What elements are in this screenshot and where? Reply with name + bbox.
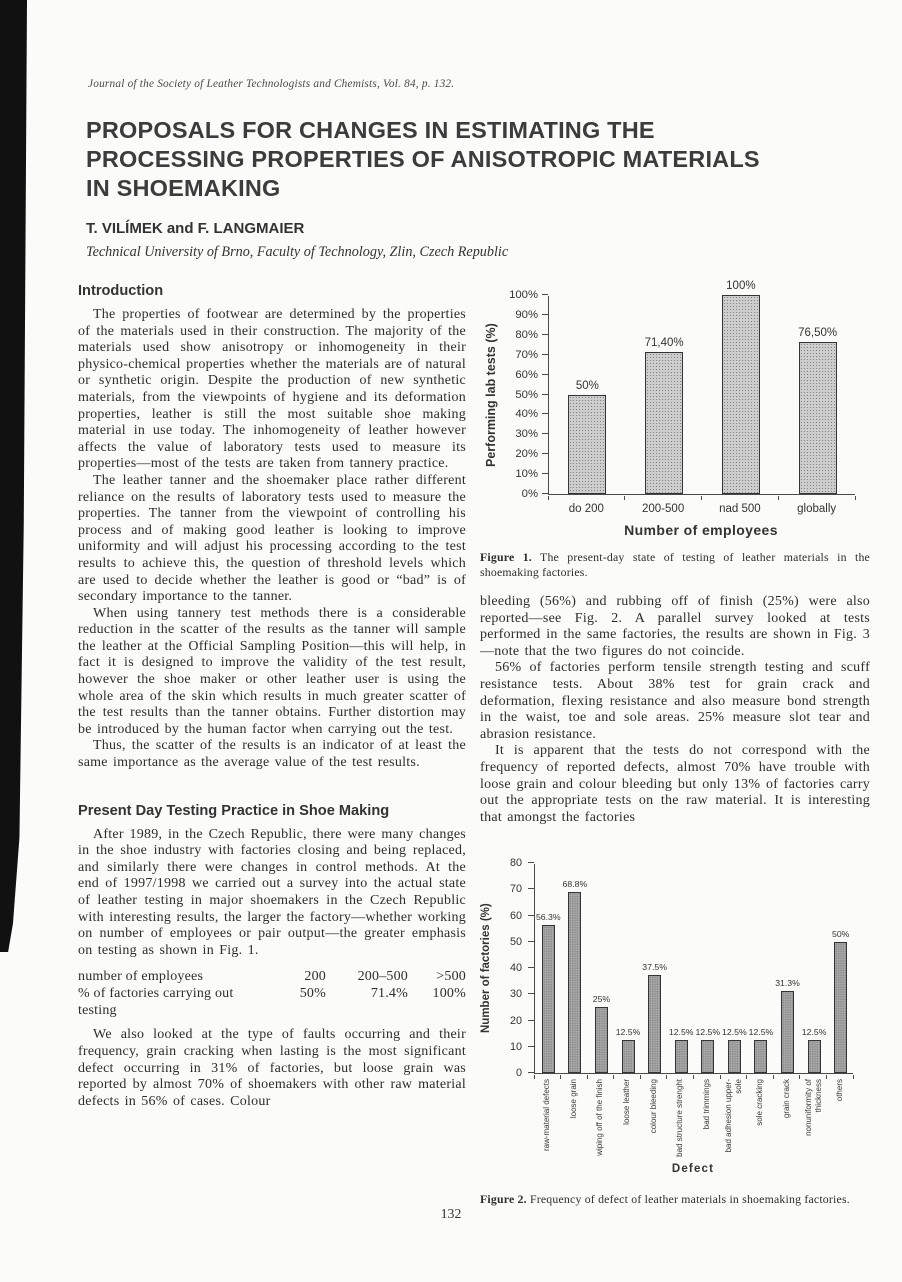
x-tick-mark (624, 496, 625, 500)
x-tick-mark (548, 496, 549, 500)
paragraph: Thus, the scatter of the results is an indicator of at least the same importance as the average value of the test results. (78, 738, 466, 771)
table-cell: 50% (299, 986, 326, 1002)
x-tick-mark (613, 1075, 614, 1079)
authors: T. VILÍMEK and F. LANGMAIER (86, 220, 305, 237)
chart-bar (728, 1040, 741, 1073)
figure1-x-axis-title: Number of employees (624, 522, 778, 538)
chart-bar (622, 1040, 635, 1073)
x-category-label: loose grain (568, 1078, 578, 1118)
y-tick-label: 80 (509, 857, 522, 869)
figure1-x-axis (548, 496, 854, 520)
chart-bar (645, 352, 683, 494)
x-tick-mark (773, 1075, 774, 1079)
bar-value-label: 37.5% (642, 961, 667, 972)
paragraph: After 1989, in the Czech Republic, there were many changes in the shoe industry with factories closing and being replaced, and similarly there were changes in control methods. At the end of 1997/1998 we carried out a survey into the actual state of leather testing in major shoemakers in the Czech Republic with interesting results, the larger the factory—whether working on number of employees or pair output—the greater emphasis on testing as shown in Fig. 1. (78, 826, 466, 958)
bar-value-label: 50% (832, 928, 850, 939)
x-category-label: globally (797, 502, 837, 515)
y-tick-label: 100% (509, 289, 538, 301)
x-tick-mark (855, 496, 856, 500)
x-category-label: bad adhesion upper-sole (723, 1078, 743, 1152)
x-category-label: do 200 (568, 502, 604, 515)
y-tick-label: 0% (521, 488, 538, 500)
y-tick-mark (542, 294, 548, 295)
table-cell: 200 (304, 969, 326, 985)
chart-bar (648, 975, 661, 1073)
bar-value-label: 56.3% (535, 912, 561, 923)
chart-bar (542, 925, 555, 1073)
y-tick-label: 40% (515, 408, 538, 421)
y-tick-label: 10 (509, 1040, 522, 1053)
figure2-bar-chart (480, 846, 870, 1181)
x-category-label: bad trimmings (701, 1078, 711, 1129)
bar-value-label: 12.5% (722, 1027, 747, 1038)
bar-value-label: 50% (575, 379, 599, 392)
figure2-x-axis-title: Defect (671, 1163, 715, 1175)
bar-value-label: 12.5% (695, 1027, 721, 1038)
figure2-y-axis-title: Number of factories (%) (480, 903, 492, 1034)
figure2-caption-label: Figure 2. (480, 1192, 527, 1206)
journal-header: Journal of the Society of Leather Technologists and Chemists, Vol. 84, p. 132. (88, 78, 455, 90)
figure2-caption-text: Frequency of defect of leather materials in shoemaking factories. (529, 1192, 850, 1206)
y-tick-label: 20% (515, 448, 538, 461)
y-tick-label: 70 (509, 883, 522, 896)
table-row-label: % of factories carrying out testing (78, 986, 234, 1019)
employee-testing-table (78, 968, 466, 1019)
figure1-caption-text: The present-day state of testing of leather materials in the shoemaking factories. (480, 550, 870, 579)
x-category-label: 200-500 (642, 502, 685, 515)
x-tick-mark (640, 1075, 641, 1079)
figure1-y-axis-title: Performing lab tests (%) (484, 323, 498, 467)
y-tick-label: 30 (509, 988, 522, 1001)
figure1-plot-area (548, 280, 855, 495)
x-tick-mark (799, 1075, 800, 1079)
x-category-label: loose leather (622, 1078, 632, 1125)
x-tick-mark (560, 1075, 561, 1079)
bar-value-label: 12.5% (748, 1027, 774, 1038)
chart-bar (834, 942, 847, 1073)
x-tick-mark (720, 1075, 721, 1079)
y-tick-mark (528, 862, 534, 863)
y-tick-label: 60% (515, 368, 538, 381)
x-category-label: others (834, 1078, 844, 1101)
x-category-label: raw-material defects (542, 1078, 552, 1151)
paragraph: The leather tanner and the shoemaker place rather different reliance on the results of laboratory tests used to measure the properties. The tanner from the viewpoint of controlling his process and of making good leather is looking to improve uniformity and will adjust his processing according to the test results to achieve this, the question of threshold levels which are used to decide whether the leather is good or “bad” is of secondary importance to the tanner. (78, 472, 466, 605)
section-heading-present-day: Present Day Testing Practice in Shoe Making (78, 802, 390, 819)
y-tick-label: 80% (515, 328, 538, 341)
x-tick-mark (666, 1075, 667, 1079)
table-row-label: number of employees (78, 969, 204, 985)
figure2-plot-area (534, 864, 853, 1074)
y-tick-label: 50% (515, 388, 538, 401)
left-column (78, 283, 466, 1110)
paragraph: 56% of factories perform tensile strength testing and scuff resistance tests. About 38% test for grain crack and deformation, flexing resistance and also measure bond strength in the waist, toe and sole areas. 25% measure slot tear and abrasion resistance. (480, 660, 870, 742)
bar-value-label: 71,40% (644, 336, 684, 349)
paragraph: It is apparent that the tests do not correspond with the frequency of reported defects, almost 70% have trouble with loose grain and colour bleeding but only 13% of factories carry out the appropriate tests on the raw material. It is interesting that amongst the factories (480, 743, 870, 825)
page-title (86, 116, 846, 203)
x-tick-mark (778, 496, 779, 500)
y-tick-label: 20 (509, 1014, 522, 1027)
chart-bar (808, 1040, 821, 1073)
x-tick-mark (693, 1075, 694, 1079)
title-line-3: IN SHOEMAKING (86, 175, 281, 201)
bar-value-label: 12.5% (668, 1027, 694, 1038)
chart-bar (754, 1040, 767, 1073)
x-tick-mark (853, 1075, 854, 1079)
bar-value-label: 12.5% (801, 1027, 827, 1038)
figure1-y-axis (480, 289, 548, 500)
y-tick-label: 50 (509, 935, 522, 948)
figure1-bar-chart (480, 280, 870, 543)
table-cell: 100% (432, 986, 466, 1002)
x-tick-mark (701, 496, 702, 500)
paragraph: We also looked at the type of faults occurring and their frequency, grain cracking when lasting is the most significant defect occurring in 31% of factories, but loose grain was reported by almost 70% of shoemakers with other raw material defects in 56% of cases. Colour (78, 1027, 466, 1109)
bar-value-label: 25% (592, 994, 611, 1005)
scan-edge-artifact (0, 0, 27, 952)
x-category-label: grain crack (781, 1078, 791, 1118)
chart-bar (799, 342, 837, 494)
bar-value-label: 76,50% (798, 326, 838, 339)
figure1-caption (480, 550, 870, 579)
y-tick-label: 10% (515, 468, 538, 481)
figure1-caption-label: Figure 1. (480, 550, 532, 564)
y-tick-label: 90% (515, 308, 538, 321)
bar-value-label: 68.8% (562, 879, 588, 890)
y-tick-label: 0 (515, 1067, 522, 1079)
bar-value-label: 12.5% (615, 1027, 641, 1038)
x-tick-mark (746, 1075, 747, 1079)
paragraph: When using tannery test methods there is a considerable reduction in the scatter of the results as the tanner will sample the leather at the Official Sampling Position—this will help, in fact it is designed to improve the validity of the test result, however the shoe maker or other leather user is using the whole area of the skin which results in much greater scatter of the test results than the tanner obtains. Further distortion may be introduced by the human factor when carrying out the test. (78, 605, 466, 737)
x-tick-mark (587, 1075, 588, 1079)
x-category-label: bad structure strenght (675, 1078, 685, 1157)
x-tick-mark (826, 1075, 827, 1079)
right-column-text (480, 594, 870, 826)
x-category-label: colour bleeding (648, 1078, 658, 1133)
x-tick-mark (534, 1075, 535, 1079)
table-cell: 200–500 (357, 969, 408, 985)
paragraph: The properties of footwear are determined by the properties of the materials used in their construction. The majority of the materials used show anisotropy or inhomogeneity in their physico-chemical properties whether the materials are of natural or synthetic origin. Despite the production of new synthetic materials, from the viewpoints of hygiene and its deformation properties, leather is still the most suitable shoe making material in use today. The inhomogeneity of leather however affects the value of laboratory tests used to measure its properties—most of the tests are taken from tannery practice. (78, 307, 466, 472)
chart-bar (722, 295, 760, 494)
table-cell: >500 (436, 969, 466, 985)
paragraph: bleeding (56%) and rubbing off of finish (25%) were also reported—see Fig. 2. A parallel survey looked at tests performed in the same factories, the results are shown in Fig. 3—note that the two figures do not coincide. (480, 594, 870, 659)
y-tick-label: 60 (509, 909, 522, 922)
figure2-x-axis (534, 1075, 852, 1161)
x-category-label: wiping off of the finish (595, 1078, 605, 1156)
title-line-2: PROCESSING PROPERTIES OF ANISOTROPIC MATERIALS (86, 146, 760, 172)
table-cell: 71.4% (370, 986, 408, 1002)
x-category-label: sole cracking (754, 1078, 764, 1126)
chart-bar (568, 892, 581, 1073)
table-row (78, 985, 466, 1019)
figure2-caption (480, 1192, 870, 1207)
y-tick-label: 30% (515, 428, 538, 441)
title-line-1: PROPOSALS FOR CHANGES IN ESTIMATING THE (86, 117, 655, 143)
x-category-label: nonuniformity of thickness (803, 1078, 823, 1136)
affiliation: Technical University of Brno, Faculty of Technology, Zlin, Czech Republic (86, 244, 509, 260)
chart-bar (568, 395, 606, 495)
x-category-label: nad 500 (719, 502, 761, 515)
page-number: 132 (440, 1206, 462, 1221)
table-row (78, 968, 466, 985)
chart-bar (595, 1007, 608, 1073)
chart-bar (701, 1040, 714, 1073)
bar-value-label: 31.3% (775, 977, 800, 988)
chart-bar (675, 1040, 688, 1073)
bar-value-label: 100% (726, 280, 756, 292)
figure2-y-axis (480, 857, 534, 1079)
section-heading-introduction: Introduction (78, 283, 164, 299)
y-tick-label: 70% (515, 348, 538, 361)
y-tick-label: 40 (509, 962, 522, 974)
